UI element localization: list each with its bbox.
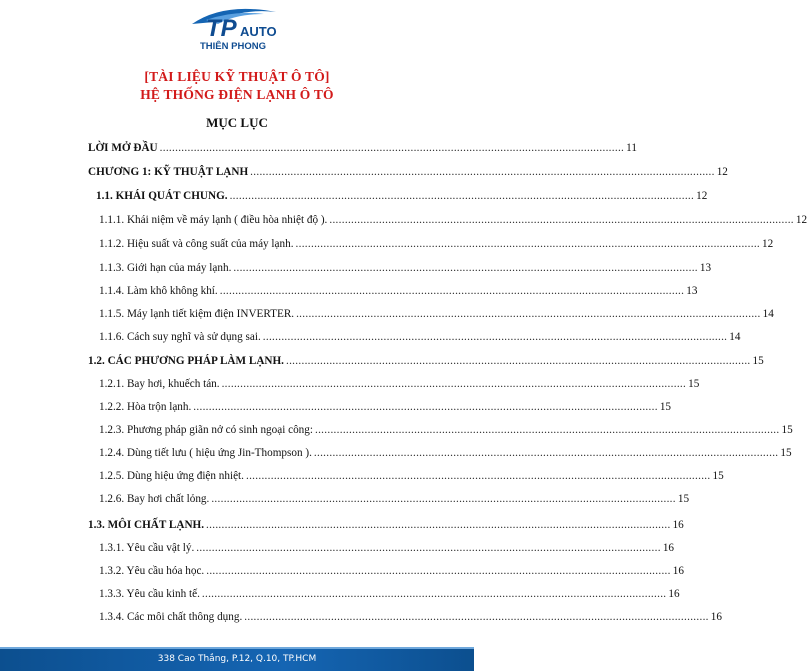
toc-entry[interactable]: [99, 261, 712, 275]
toc-entry[interactable]: [99, 213, 807, 227]
toc-entry-page: 11: [626, 142, 637, 154]
document-title-line2: HỆ THỐNG ĐIỆN LẠNH Ô TÔ: [140, 87, 334, 102]
toc-entry-page: 15: [677, 493, 690, 505]
toc-heading: MỤC LỤC: [206, 115, 268, 130]
toc-entry-page: 16: [710, 611, 722, 623]
toc-entry-page: 16: [672, 565, 684, 577]
toc-entry[interactable]: [99, 400, 671, 414]
toc-entry-label: 1.1.1. Khái niệm về máy lạnh ( điều hòa nhiệt độ ).: [99, 214, 328, 226]
toc-leader-dots: ......................................................................................................................................................: [206, 565, 671, 577]
toc-entry-label: 1.1.5. Máy lạnh tiết kiệm điện INVERTER.: [99, 308, 295, 320]
toc-entry[interactable]: [88, 518, 684, 532]
toc-entry[interactable]: [88, 354, 764, 368]
toc-leader-dots: ......................................................................................................................................................: [159, 142, 625, 154]
toc-entry[interactable]: [99, 492, 690, 506]
toc-entry-label: 1.2.3. Phương pháp giãn nở có sinh ngoại công:: [99, 424, 313, 436]
toc-entry-page: 12: [716, 166, 728, 178]
toc-leader-dots: ......................................................................................................................................................: [250, 166, 715, 178]
toc-leader-dots: ......................................................................................................................................................: [244, 611, 709, 623]
toc-entry-page: 12: [795, 214, 807, 226]
footer-address: 338 Cao Thắng, P.12, Q.10, TP.HCM: [157, 654, 317, 664]
toc-entry-label: 1.3.1. Yêu cầu vật lý.: [99, 542, 195, 554]
toc-entry[interactable]: [99, 541, 674, 555]
toc-entry-page: 13: [699, 262, 712, 274]
toc-entry-label: 1.1.2. Hiệu suất và công suất của máy lạnh.: [99, 238, 294, 250]
toc-leader-dots: ......................................................................................................................................................: [233, 262, 698, 274]
toc-entry-label: 1.1.4. Làm khô không khí.: [99, 285, 218, 297]
toc-entry-label: 1.3.2. Yêu cầu hóa học.: [99, 565, 205, 577]
toc-entry[interactable]: [99, 469, 724, 483]
toc-entry-label: 1.2.1. Bay hơi, khuếch tán.: [99, 378, 220, 390]
toc-entry-label: 1.2.2. Hòa trộn lạnh.: [99, 401, 192, 413]
toc-entry-label: 1.1. KHÁI QUÁT CHUNG.: [96, 190, 228, 202]
toc-entry-page: 14: [762, 308, 774, 320]
toc-entry[interactable]: [99, 564, 684, 578]
toc-entry-label: 1.2.5. Dùng hiệu ứng điện nhiệt.: [99, 470, 244, 482]
toc-entry[interactable]: [99, 587, 680, 601]
toc-entry-label: 1.1.3. Giới hạn của máy lạnh.: [99, 262, 232, 274]
toc-leader-dots: ......................................................................................................................................................: [262, 331, 728, 343]
logo-tp: TP: [206, 15, 237, 42]
toc-entry-label: 1.3.3. Yêu cầu kinh tế.: [99, 588, 200, 600]
toc-entry-page: 15: [781, 424, 793, 436]
toc-leader-dots: ......................................................................................................................................................: [206, 519, 671, 531]
toc-entry[interactable]: [99, 423, 793, 437]
toc-entry-page: 15: [780, 447, 792, 459]
toc-entry-page: 12: [696, 190, 708, 202]
toc-entry[interactable]: [99, 446, 792, 460]
toc-entry[interactable]: [99, 237, 774, 251]
toc-entry-label: 1.3. MÔI CHẤT LẠNH.: [88, 519, 205, 531]
toc-entry[interactable]: [99, 284, 698, 298]
toc-leader-dots: ......................................................................................................................................................: [196, 542, 661, 554]
toc-entry[interactable]: [88, 141, 637, 155]
toc-leader-dots: ......................................................................................................................................................: [201, 588, 667, 600]
toc-entry-page: 16: [668, 588, 680, 600]
toc-entry-page: 15: [712, 470, 724, 482]
toc-entry-page: 16: [662, 542, 674, 554]
toc-entry-page: 13: [686, 285, 698, 297]
footer-bar: [0, 649, 474, 671]
toc-entry[interactable]: [96, 189, 708, 203]
toc-entry-label: 1.1.6. Cách suy nghĩ và sử dụng sai.: [99, 331, 261, 343]
toc-leader-dots: ......................................................................................................................................................: [193, 401, 658, 413]
document-title-line1: [TÀI LIỆU KỸ THUẬT Ô TÔ]: [144, 69, 330, 84]
toc-entry-page: 15: [659, 401, 671, 413]
toc-entry-page: 15: [688, 378, 700, 390]
toc-entry-label: 1.3.4. Các môi chất thông dụng.: [99, 611, 243, 623]
toc-leader-dots: ......................................................................................................................................................: [296, 308, 761, 320]
toc-leader-dots: ......................................................................................................................................................: [285, 355, 751, 367]
toc-entry[interactable]: [99, 307, 774, 321]
toc-entry-page: 14: [729, 331, 741, 343]
toc-entry[interactable]: [99, 330, 741, 344]
toc-entry[interactable]: [88, 165, 728, 179]
toc-leader-dots: ......................................................................................................................................................: [221, 378, 687, 390]
toc-entry-label: CHƯƠNG 1: KỸ THUẬT LẠNH: [88, 166, 249, 178]
toc-leader-dots: ......................................................................................................................................................: [314, 424, 780, 436]
toc-entry-page: 15: [752, 355, 764, 367]
logo-subtitle: THIÊN PHONG: [200, 41, 266, 52]
toc-entry[interactable]: [99, 377, 700, 391]
toc-leader-dots: ......................................................................................................................................................: [329, 214, 794, 226]
toc-entry-label: LỜI MỞ ĐẦU: [88, 142, 158, 154]
toc-leader-dots: ......................................................................................................................................................: [295, 238, 761, 250]
toc-entry-page: 16: [672, 519, 684, 531]
toc-leader-dots: ......................................................................................................................................................: [313, 447, 779, 459]
toc-entry-label: 1.2. CÁC PHƯƠNG PHÁP LÀM LẠNH.: [88, 355, 284, 367]
toc-leader-dots: ......................................................................................................................................................: [211, 493, 676, 505]
toc-leader-dots: ......................................................................................................................................................: [219, 285, 685, 297]
logo-auto: AUTO: [240, 24, 277, 39]
toc-entry-label: 1.2.4. Dùng tiết lưu ( hiệu ứng Jin-Thompson ).: [99, 447, 312, 459]
toc-entry-label: 1.2.6. Bay hơi chất lỏng.: [99, 493, 210, 505]
toc-leader-dots: ......................................................................................................................................................: [229, 190, 695, 202]
toc-entry[interactable]: [99, 610, 722, 624]
toc-entry-page: 12: [762, 238, 774, 250]
toc-leader-dots: ......................................................................................................................................................: [245, 470, 711, 482]
